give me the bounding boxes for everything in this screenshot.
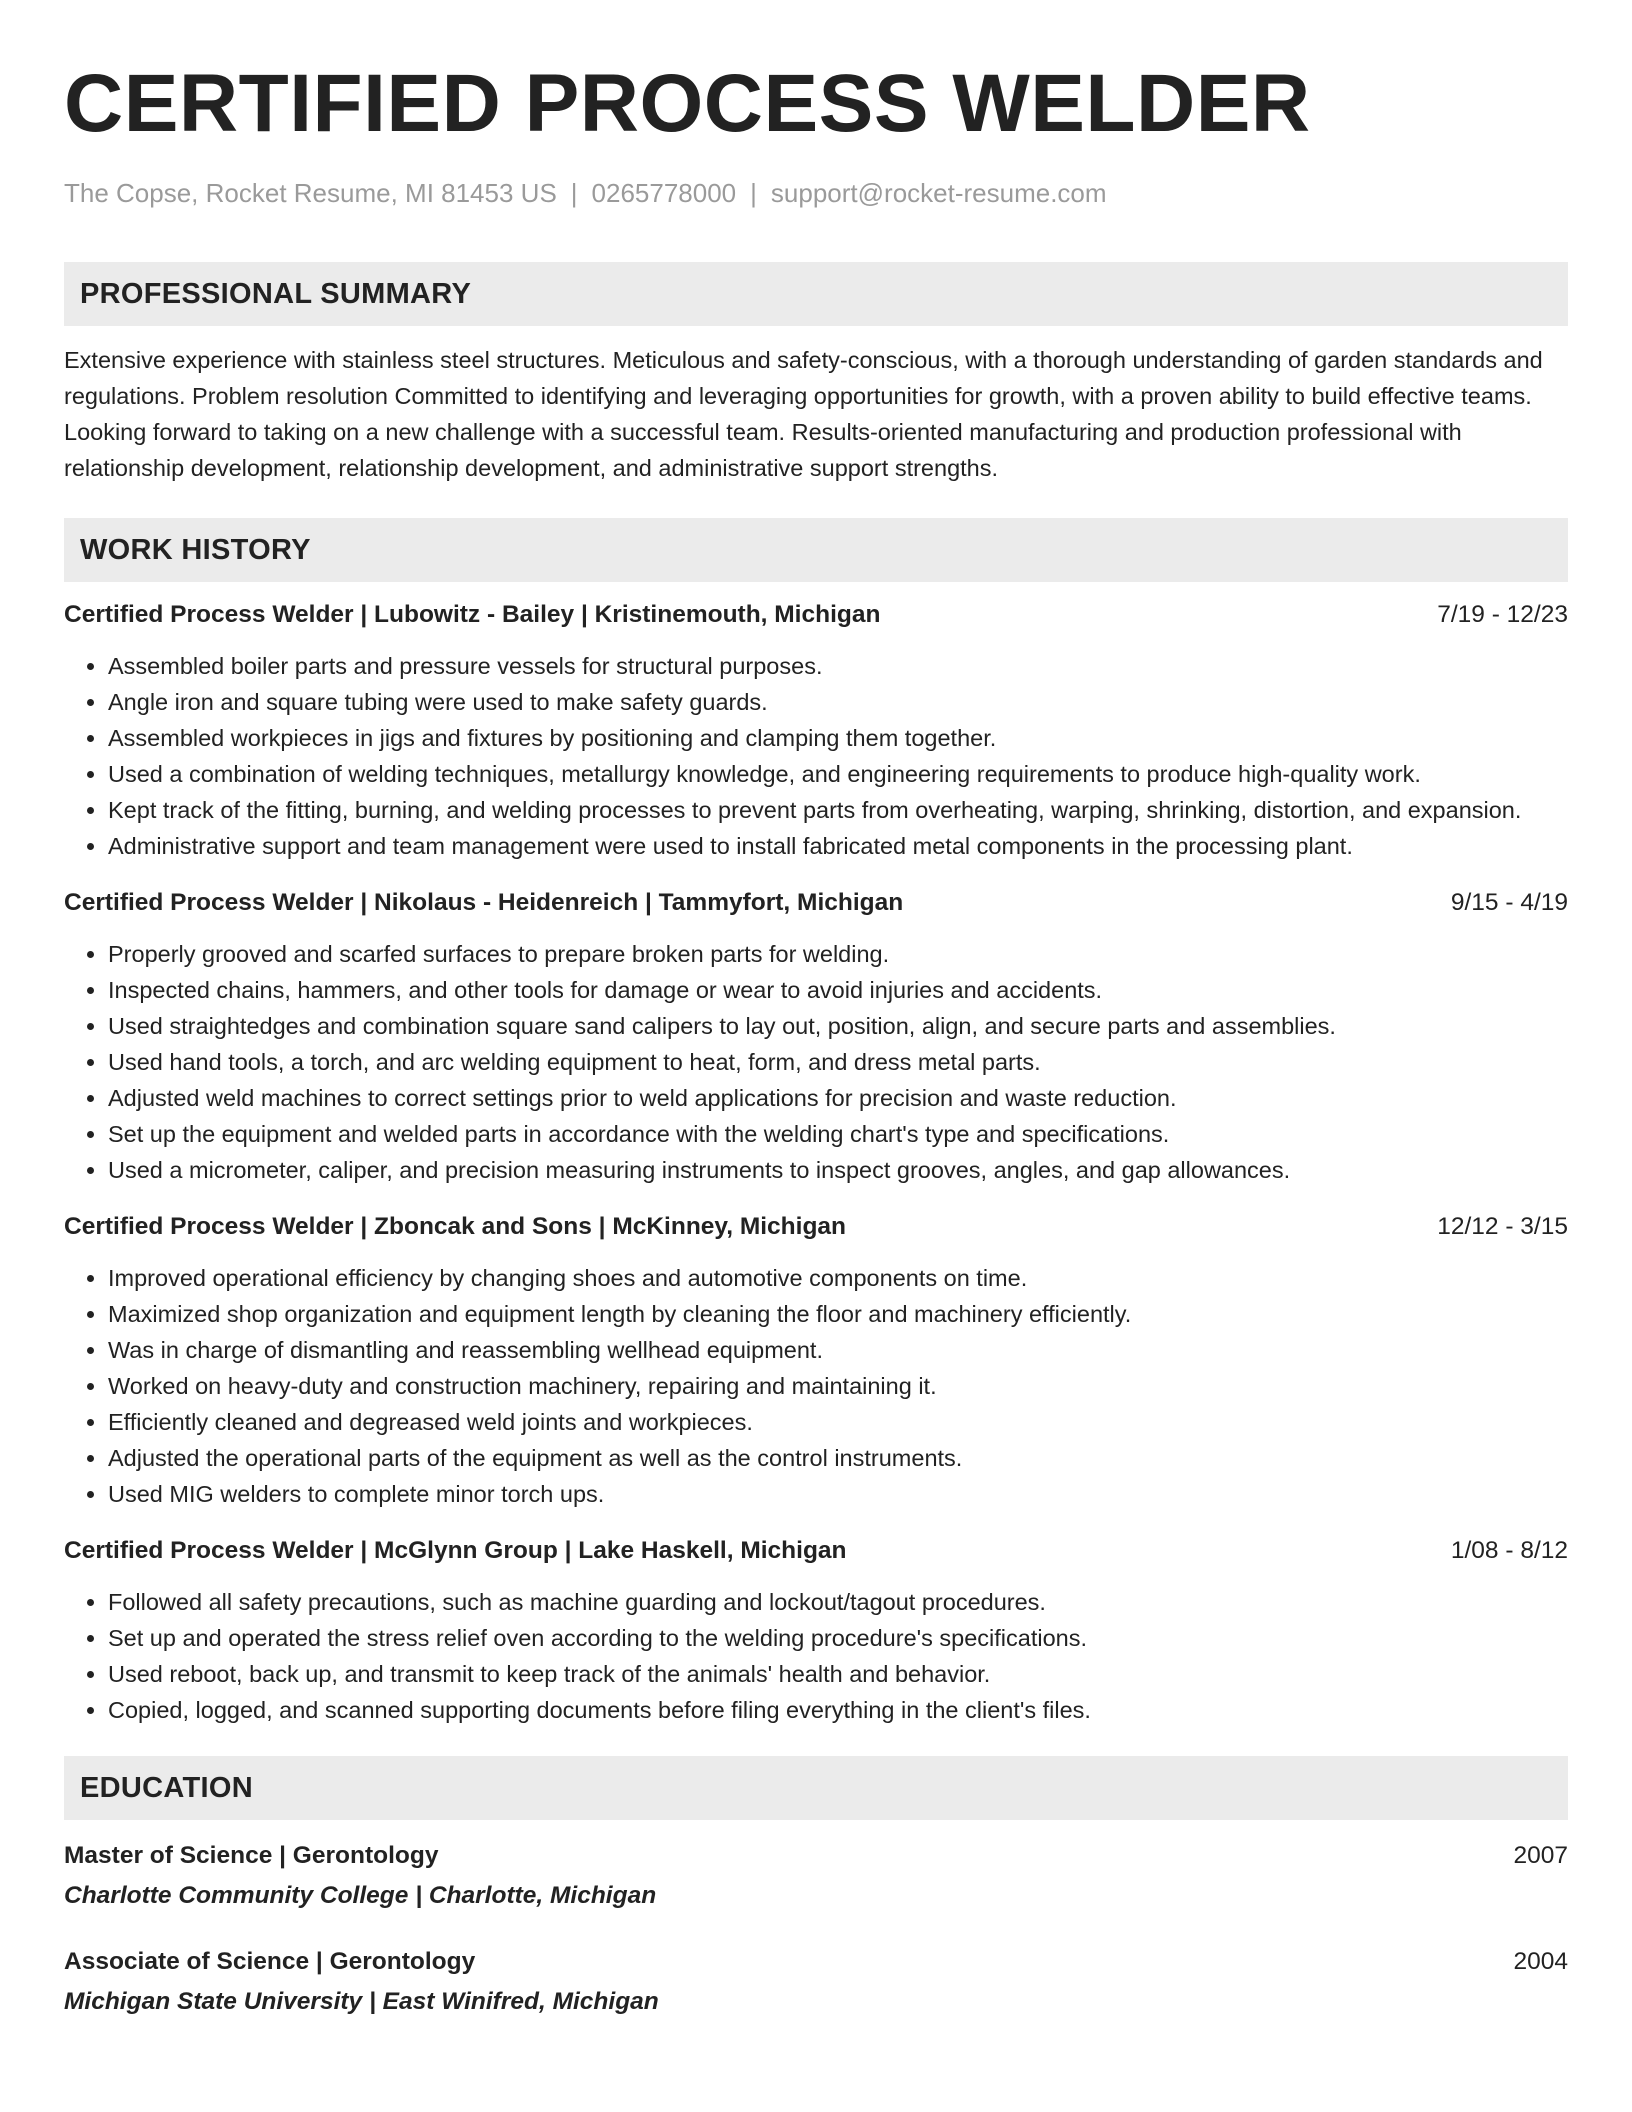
job-bullet: • Maximized shop organization and equipment length by cleaning the floor and machinery efficiently. [108, 1296, 1568, 1332]
education-school: Charlotte Community College | Charlotte, Michigan [64, 1882, 657, 1909]
job-title: Certified Process Welder | Nikolaus - Heidenreich | Tammyfort, Michigan [64, 889, 904, 916]
job-bullet: • Worked on heavy-duty and construction machinery, repairing and maintaining it. [108, 1368, 1568, 1404]
job-bullet: • Assembled workpieces in jigs and fixtures by positioning and clamping them together. [108, 720, 1568, 756]
job-title: Certified Process Welder | Lubowitz - Bailey | Kristinemouth, Michigan [64, 601, 881, 628]
job-entry [64, 886, 1568, 1188]
job-bullet: • Copied, logged, and scanned supporting documents before filing everything in the client's files. [108, 1692, 1568, 1728]
education-header [64, 1838, 1568, 1874]
job-bullet: • Adjusted the operational parts of the equipment as well as the control instruments. [108, 1440, 1568, 1476]
job-bullet: • Improved operational efficiency by changing shoes and automotive components on time. [108, 1260, 1568, 1296]
education-year: 2007 [1513, 1842, 1568, 1869]
job-bullets [64, 648, 1568, 864]
summary-heading: PROFESSIONAL SUMMARY [64, 262, 1568, 326]
job-dates: 1/08 - 8/12 [1450, 1537, 1568, 1564]
job-dates: 7/19 - 12/23 [1437, 601, 1568, 628]
education-year: 2004 [1513, 1948, 1568, 1975]
contact-line [64, 176, 1568, 210]
job-bullet: • Was in charge of dismantling and reassembling wellhead equipment. [108, 1332, 1568, 1368]
contact-phone: 0265778000 [591, 178, 737, 208]
job-dates: 12/12 - 3/15 [1437, 1213, 1568, 1240]
job-bullet: • Used a combination of welding techniques, metallurgy knowledge, and engineering requirements to produce high-quality work. [108, 756, 1568, 792]
job-bullet: • Angle iron and square tubing were used to make safety guards. [108, 684, 1568, 720]
job-header [64, 598, 1568, 632]
job-bullet: • Used straightedges and combination square sand calipers to lay out, position, align, and secure parts and assemblies. [108, 1008, 1568, 1044]
job-bullet: • Administrative support and team management were used to install fabricated metal components in the processing plant. [108, 828, 1568, 864]
job-bullet: • Efficiently cleaned and degreased weld joints and workpieces. [108, 1404, 1568, 1440]
job-bullets [64, 1260, 1568, 1512]
education-header [64, 1944, 1568, 1980]
education-heading: EDUCATION [64, 1756, 1568, 1820]
education-entry [64, 1838, 1568, 1914]
job-entry [64, 598, 1568, 864]
job-bullet: • Inspected chains, hammers, and other tools for damage or wear to avoid injuries and accidents. [108, 972, 1568, 1008]
job-entry [64, 1534, 1568, 1728]
job-header [64, 1210, 1568, 1244]
job-bullet: • Kept track of the fitting, burning, and welding processes to prevent parts from overheating, warping, shrinking, distortion, and expansion. [108, 792, 1568, 828]
job-bullet: • Properly grooved and scarfed surfaces to prepare broken parts for welding. [108, 936, 1568, 972]
work-history-heading: WORK HISTORY [64, 518, 1568, 582]
job-bullet: • Set up the equipment and welded parts in accordance with the welding chart's type and specifications. [108, 1116, 1568, 1152]
job-bullet: • Used a micrometer, caliper, and precision measuring instruments to inspect grooves, angles, and gap allowances. [108, 1152, 1568, 1188]
education-degree: Master of Science | Gerontology [64, 1842, 439, 1869]
job-header [64, 886, 1568, 920]
job-bullet: • Adjusted weld machines to correct settings prior to weld applications for precision and waste reduction. [108, 1080, 1568, 1116]
education-degree: Associate of Science | Gerontology [64, 1948, 476, 1975]
job-bullet: • Used hand tools, a torch, and arc welding equipment to heat, form, and dress metal parts. [108, 1044, 1568, 1080]
education-school: Michigan State University | East Winifred, Michigan [64, 1988, 659, 2015]
contact-email: support@rocket-resume.com [770, 178, 1107, 208]
summary-text: Extensive experience with stainless steel structures. Meticulous and safety-conscious, with a thorough understanding of garden standards and regulations. Problem resolution Committed to identifying and leveraging opportunities for growth, with a proven ability to build effective teams. Looking forward to taking on a new challenge with a successful team. Results-oriented manufacturing and production professional with relationship development, relationship development, and administrative support strengths. [64, 347, 1543, 481]
contact-separator: | [750, 178, 757, 208]
job-bullets [64, 936, 1568, 1188]
education-entry [64, 1944, 1568, 2020]
job-bullets [64, 1584, 1568, 1728]
candidate-name: CERTIFIED PROCESS WELDER [64, 58, 1311, 149]
job-entry [64, 1210, 1568, 1512]
job-bullet: • Used MIG welders to complete minor torch ups. [108, 1476, 1568, 1512]
job-bullet: • Followed all safety precautions, such as machine guarding and lockout/tagout procedures. [108, 1584, 1568, 1620]
job-dates: 9/15 - 4/19 [1450, 889, 1568, 916]
job-title: Certified Process Welder | Zboncak and Sons | McKinney, Michigan [64, 1213, 847, 1240]
job-bullet: • Assembled boiler parts and pressure vessels for structural purposes. [108, 648, 1568, 684]
job-header [64, 1534, 1568, 1568]
job-bullet: • Set up and operated the stress relief oven according to the welding procedure's specifications. [108, 1620, 1568, 1656]
contact-address: The Copse, Rocket Resume, MI 81453 US [64, 178, 557, 208]
job-bullet: • Used reboot, back up, and transmit to keep track of the animals' health and behavior. [108, 1656, 1568, 1692]
contact-separator: | [570, 178, 578, 208]
job-title: Certified Process Welder | McGlynn Group | Lake Haskell, Michigan [64, 1537, 847, 1564]
